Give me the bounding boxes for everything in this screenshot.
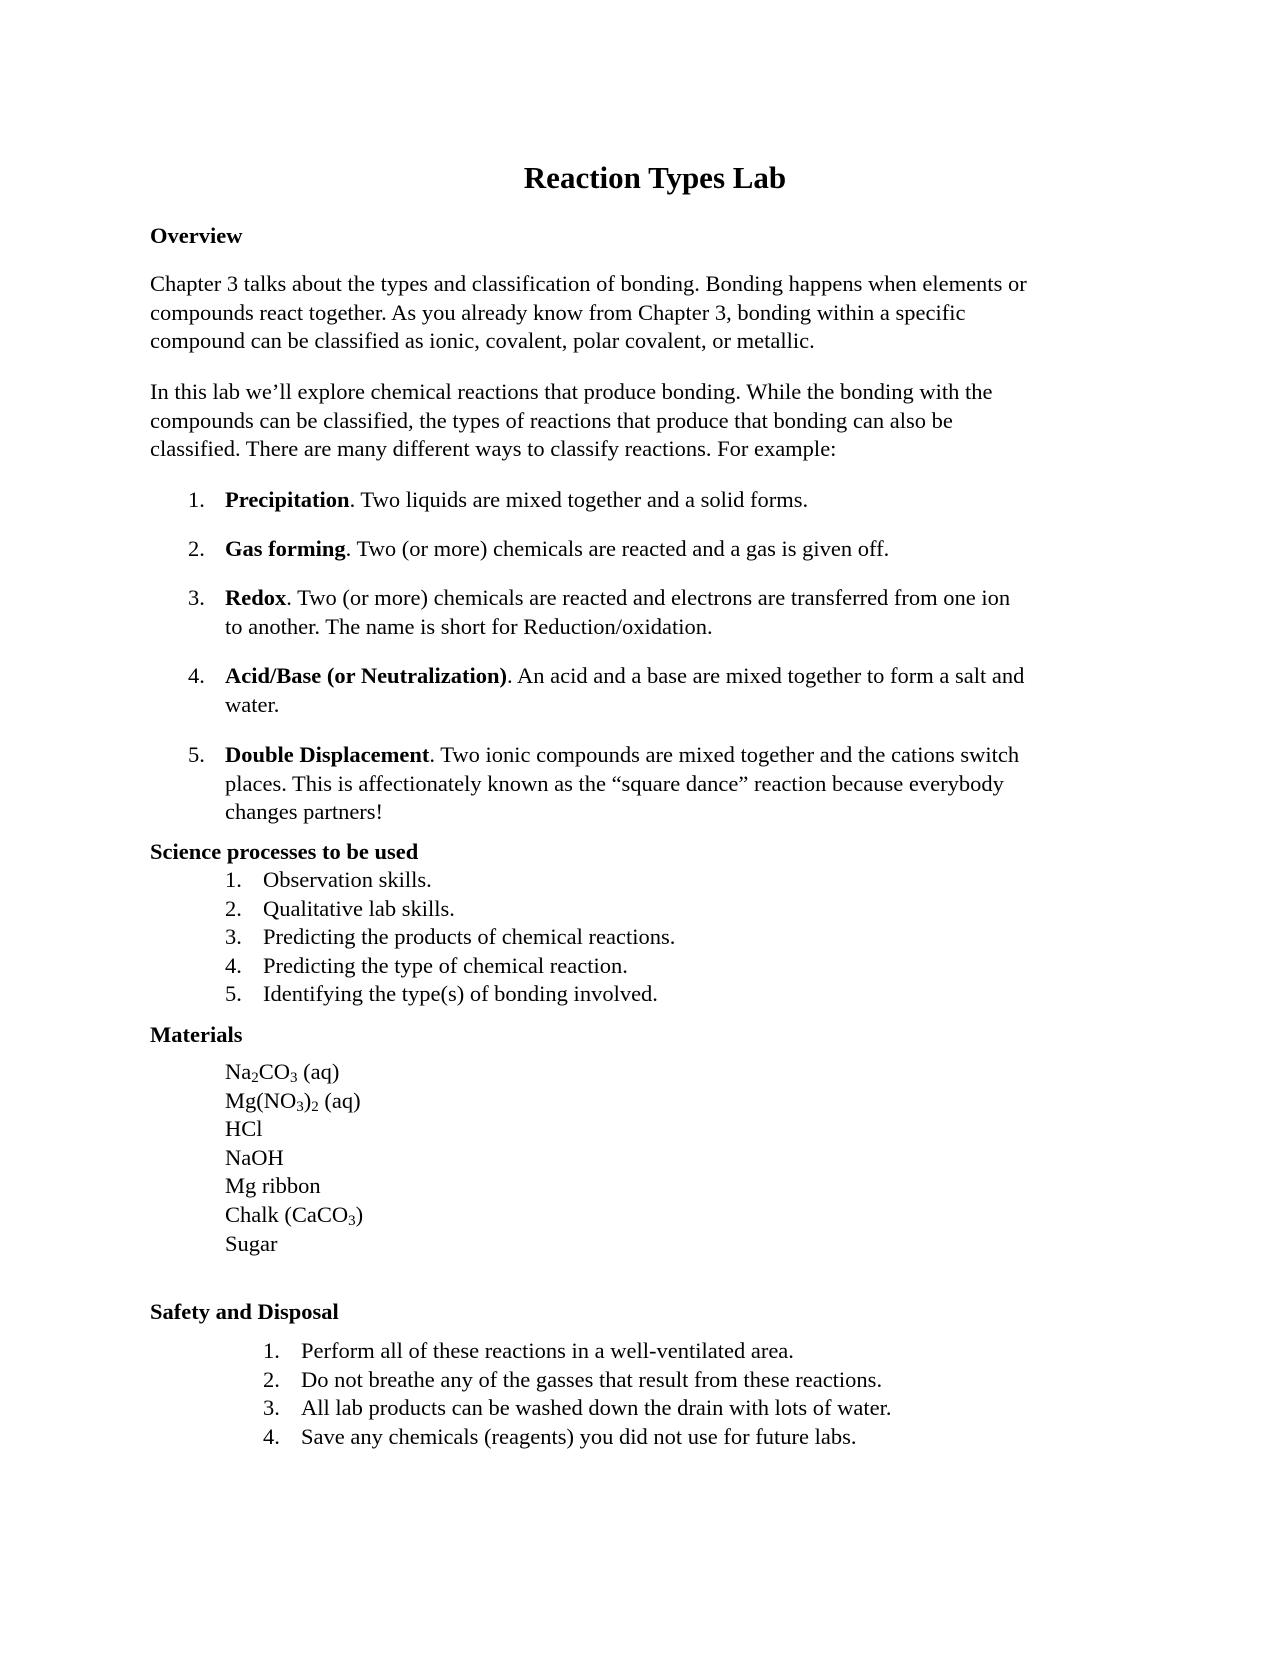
material-sugar: Sugar: [225, 1230, 278, 1256]
science-processes-heading: Science processes to be used: [150, 839, 419, 864]
overview-paragraph-1: [150, 270, 1140, 356]
list-number: 3.: [188, 585, 205, 610]
overview-heading: Overview: [150, 223, 243, 248]
list-item-body: [225, 662, 1024, 719]
material-na2co3: $Na_2CO_3$ (aq): [225, 1059, 340, 1086]
list-number: 2.: [263, 1366, 280, 1392]
list-number: 2.: [225, 895, 242, 921]
reaction-term: Precipitation: [225, 487, 350, 512]
list-number: 3.: [263, 1395, 280, 1420]
list-number: 2.: [188, 536, 205, 561]
reaction-description-cont: water.: [225, 691, 280, 717]
list-number: 4.: [225, 952, 242, 978]
list-item-text: All lab products can be washed down the drain with lots of water.: [301, 1395, 892, 1420]
list-item: [263, 1394, 891, 1423]
text-line: Chapter 3 talks about the types and classification of bonding. Bonding happens when elements or: [150, 271, 1027, 296]
list-number: 5.: [225, 981, 242, 1006]
list-number: 4.: [263, 1423, 280, 1449]
list-number: 1.: [225, 867, 242, 892]
list-item: [225, 895, 675, 924]
list-item: [263, 1366, 891, 1395]
list-item: [225, 866, 675, 895]
reaction-term: Acid/Base (or Neutralization): [225, 663, 508, 688]
reaction-description-cont: places. This is affectionately known as the “square dance” reaction because everybody: [225, 770, 1004, 796]
material-mg-ribbon: Mg ribbon: [225, 1173, 321, 1199]
list-item-text: Identifying the type(s) of bonding involved.: [263, 981, 658, 1006]
reaction-description-cont: to another. The name is short for Reduction/oxidation.: [225, 613, 713, 639]
list-number: 3.: [225, 924, 242, 949]
list-item: [225, 980, 675, 1009]
list-number: 5.: [188, 742, 205, 767]
list-item: [225, 923, 675, 952]
list-item-text: Predicting the type of chemical reaction.: [263, 952, 628, 978]
reaction-term: Redox: [225, 585, 287, 610]
list-item: [263, 1423, 891, 1452]
list-item-text: Qualitative lab skills.: [263, 895, 455, 921]
reaction-description: . An acid and a base are mixed together to form a salt and: [507, 663, 1025, 688]
list-item: [263, 1337, 891, 1366]
list-item-text: Save any chemicals (reagents) you did not use for future labs.: [301, 1423, 857, 1449]
overview-paragraph-2: [150, 378, 1140, 464]
materials-list: [225, 1058, 363, 1258]
list-number: 4.: [188, 663, 205, 688]
list-item-text: Perform all of these reactions in a well-ventilated area.: [301, 1338, 794, 1363]
text-line: compounds can be classified, the types of reactions that produce that bonding can also be: [150, 407, 953, 433]
material-mgno3: $Mg(NO_3)_2$ (aq): [225, 1087, 361, 1115]
text-line: compounds react together. As you already know from Chapter 3, bonding within a specific: [150, 299, 966, 325]
materials-heading: Materials: [150, 1022, 243, 1047]
reaction-description: . Two liquids are mixed together and a solid forms.: [349, 487, 809, 512]
text-line: classified. There are many different ways to classify reactions. For example:: [150, 436, 837, 461]
page-title: Reaction Types Lab: [523, 160, 787, 195]
reaction-term: Double Displacement: [225, 742, 430, 767]
material-hcl: HCl: [225, 1116, 263, 1142]
list-item-text: Observation skills.: [263, 867, 432, 892]
list-item-body: [225, 535, 889, 564]
list-item-body: [225, 486, 808, 515]
list-item-text: Do not breathe any of the gasses that result from these reactions.: [301, 1366, 883, 1392]
list-item-body: [225, 741, 1019, 827]
reaction-term: Gas forming: [225, 536, 346, 561]
list-item-body: [225, 584, 1010, 641]
list-item: [225, 952, 675, 981]
list-number: 1.: [263, 1338, 280, 1363]
list-number: 1.: [188, 487, 205, 512]
reaction-description: . Two ionic compounds are mixed together and the cations switch: [429, 742, 1020, 767]
list-item-text: Predicting the products of chemical reactions.: [263, 924, 676, 949]
safety-list: [263, 1337, 891, 1451]
text-line: compound can be classified as ionic, covalent, polar covalent, or metallic.: [150, 328, 815, 353]
reaction-description: . Two (or more) chemicals are reacted and a gas is given off.: [345, 536, 890, 561]
reaction-description-cont: changes partners!: [225, 799, 384, 824]
material-naoh: NaOH: [225, 1144, 284, 1170]
material-chalk: Chalk (CaCO$_3$): [225, 1201, 364, 1229]
safety-heading: Safety and Disposal: [150, 1299, 339, 1324]
science-processes-list: [225, 866, 675, 1009]
reaction-description: . Two (or more) chemicals are reacted and electrons are transferred from one ion: [286, 585, 1011, 610]
text-line: In this lab we’ll explore chemical reactions that produce bonding. While the bonding with the: [150, 379, 993, 404]
